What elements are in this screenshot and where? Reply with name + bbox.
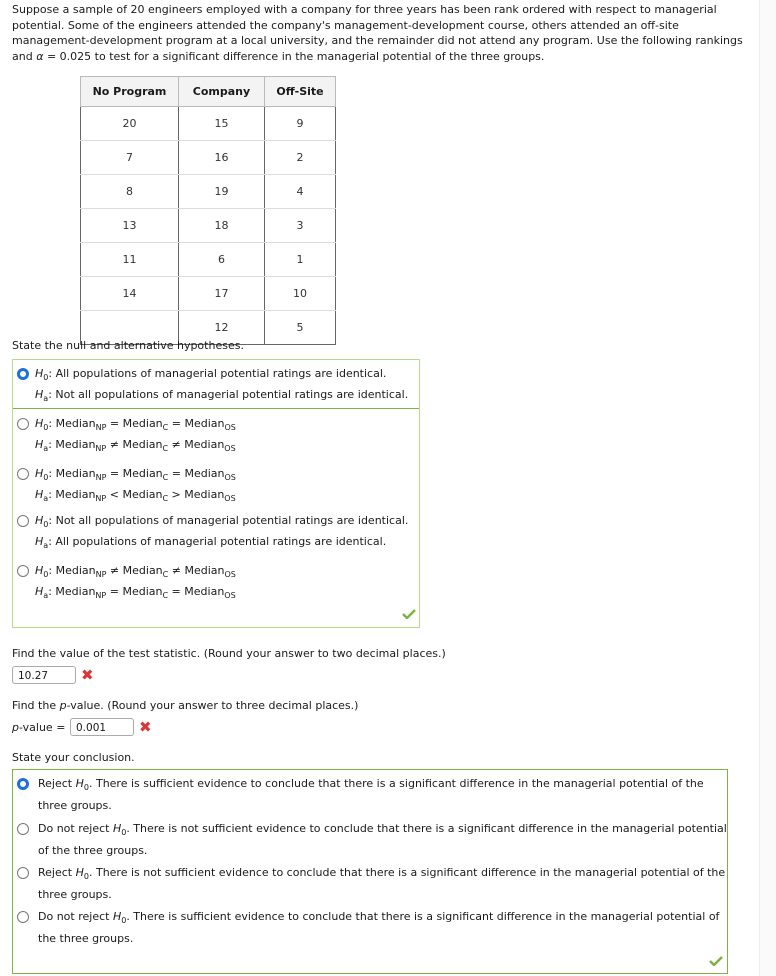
sub-a: a [43, 591, 49, 600]
table-header-row [81, 77, 336, 107]
table-row [81, 107, 336, 141]
option-text: Do not reject [38, 910, 113, 923]
sub-np: NP [95, 591, 107, 600]
op: = [168, 585, 185, 598]
sub-c: C [162, 444, 169, 453]
conclusion-option-3[interactable] [38, 862, 728, 905]
op: ≠ [168, 564, 185, 577]
op: > [168, 488, 185, 501]
op: = [106, 417, 123, 430]
conclusion-option-4-radio[interactable] [17, 911, 29, 923]
option-text: . There is sufficient evidence to conclude that there is a significant difference in the managerial potential of the three groups. [38, 777, 704, 812]
table-cell: 16 [179, 141, 265, 175]
sub-zero: 0 [83, 872, 89, 881]
op: < [106, 488, 123, 501]
table-row [81, 141, 336, 175]
problem-statement [12, 2, 752, 64]
median: Median [184, 585, 225, 598]
table-cell: 1 [265, 243, 336, 277]
sub-os: OS [224, 570, 236, 579]
table-cell: 7 [81, 141, 179, 175]
sub-a: a [43, 394, 49, 403]
intro-text-end: = 0.025 to test for a significant difference in the managerial potential of the three groups. [43, 49, 545, 63]
sub-np: NP [95, 423, 107, 432]
sub-np: NP [95, 570, 107, 579]
table-cell: 19 [179, 175, 265, 209]
table-cell: 20 [81, 107, 179, 141]
h-symbol: H [35, 438, 44, 451]
x-mark-icon: ✖ [139, 718, 152, 736]
table-row [81, 209, 336, 243]
colon: : [48, 514, 53, 527]
sub-np: NP [95, 444, 107, 453]
conclusion-option-2[interactable] [38, 818, 728, 861]
colon: : [48, 417, 53, 430]
sub-zero: 0 [43, 473, 49, 482]
median: Median [184, 417, 225, 430]
p-symbol: p [59, 699, 67, 712]
conclusion-prompt: State your conclusion. [12, 751, 135, 764]
op: ≠ [106, 564, 123, 577]
median: Median [55, 585, 96, 598]
option-text: Do not reject [38, 822, 113, 835]
table-cell: 13 [81, 209, 179, 243]
sub-a: a [43, 444, 49, 453]
median: Median [184, 488, 225, 501]
option-text: Not all populations of managerial potential ratings are identical. [52, 514, 409, 527]
conclusion-option-1[interactable] [38, 773, 728, 816]
colon: : [48, 388, 52, 401]
op: ≠ [168, 438, 185, 451]
median: Median [55, 564, 96, 577]
conclusion-option-1-radio[interactable] [17, 778, 29, 790]
test-statistic-prompt: Find the value of the test statistic. (Round your answer to two decimal places.) [12, 647, 446, 660]
option-text: Reject [38, 866, 76, 879]
sub-zero: 0 [121, 828, 127, 837]
scrollbar-track[interactable] [759, 0, 776, 976]
conclusion-option-2-radio[interactable] [17, 823, 29, 835]
p-value-label [12, 721, 65, 734]
sub-c: C [162, 570, 169, 579]
median: Median [122, 585, 163, 598]
median: Median [55, 467, 96, 480]
option-text: . There is sufficient evidence to conclude that there is a significant difference in the managerial potential of the three groups. [38, 910, 720, 945]
sub-c: C [162, 423, 169, 432]
h-symbol: H [35, 467, 44, 480]
median: Median [55, 438, 96, 451]
test-statistic-input[interactable]: 10.27 [12, 666, 76, 684]
h-symbol: H [35, 514, 44, 527]
conclusion-option-4[interactable] [38, 906, 728, 949]
op: = [168, 467, 185, 480]
table-cell: 14 [81, 277, 179, 311]
colon: : [48, 438, 52, 451]
option-text: All populations of managerial potential ratings are identical. [51, 535, 387, 548]
sub-zero: 0 [43, 570, 49, 579]
colon: : [48, 367, 53, 380]
p-symbol: p [12, 721, 19, 734]
op: ≠ [106, 438, 123, 451]
op: = [106, 467, 123, 480]
h-symbol: H [35, 564, 44, 577]
alpha-symbol: α [36, 49, 44, 63]
sub-zero: 0 [43, 423, 49, 432]
h-symbol: H [35, 585, 44, 598]
h-symbol: H [35, 535, 44, 548]
checkmark-icon [709, 956, 723, 966]
sub-c: C [162, 473, 169, 482]
col-header-no-program: No Program [81, 77, 179, 107]
table-cell: 6 [179, 243, 265, 277]
option-text: Reject [38, 777, 76, 790]
col-header-company: Company [179, 77, 265, 107]
median: Median [55, 417, 96, 430]
sub-a: a [43, 494, 49, 503]
colon: : [48, 585, 52, 598]
conclusion-option-3-radio[interactable] [17, 867, 29, 879]
h-symbol: H [35, 388, 44, 401]
sub-c: C [162, 494, 169, 503]
prompt-text: -value. (Round your answer to three decimal places.) [66, 699, 359, 712]
table-cell: 4 [265, 175, 336, 209]
sub-zero: 0 [83, 783, 89, 792]
sub-os: OS [224, 591, 236, 600]
h-symbol: H [35, 417, 44, 430]
median: Median [184, 438, 225, 451]
colon: : [48, 488, 52, 501]
h-symbol: H [75, 777, 84, 790]
table-cell: 2 [265, 141, 336, 175]
x-mark-icon: ✖ [81, 666, 94, 684]
checkmark-icon [402, 609, 416, 619]
p-value-input[interactable]: 0.001 [70, 718, 134, 736]
sub-np: NP [95, 473, 107, 482]
median: Median [122, 438, 163, 451]
h-symbol: H [112, 822, 122, 835]
colon: : [48, 564, 53, 577]
median: Median [55, 488, 96, 501]
option-text: All populations of managerial potential ratings are identical. [52, 367, 387, 380]
median: Median [122, 564, 163, 577]
intro-text: Suppose a sample of 20 engineers employed with a company for three years has been rank ordered with respect to managerial potential. Some of the engineers attended the company's management-development course, others attended an off-site management-development program at a local university, and the remainder did not attend any program. Use the following rankings and [12, 3, 743, 63]
median: Median [184, 564, 225, 577]
option-text: . There is not sufficient evidence to conclude that there is a significant difference in the managerial potential of the three groups. [38, 822, 727, 857]
median: Median [122, 417, 163, 430]
table-cell: 10 [265, 277, 336, 311]
h-symbol: H [35, 488, 44, 501]
table-cell: 5 [265, 311, 336, 345]
label-text: -value = [18, 721, 66, 734]
sub-os: OS [224, 494, 236, 503]
hypotheses-prompt: State the null and alternative hypotheses. [12, 339, 244, 352]
option-text: Not all populations of managerial potential ratings are identical. [51, 388, 409, 401]
table-cell: 3 [265, 209, 336, 243]
median: Median [122, 488, 163, 501]
option-text: . There is not sufficient evidence to conclude that there is a significant difference in the managerial potential of the three groups. [38, 866, 726, 901]
col-header-off-site: Off-Site [265, 77, 336, 107]
table-cell: 11 [81, 243, 179, 277]
table-cell: 15 [179, 107, 265, 141]
op: = [168, 417, 185, 430]
sub-zero: 0 [121, 916, 127, 925]
sub-os: OS [224, 423, 236, 432]
median: Median [122, 467, 163, 480]
median: Median [184, 467, 225, 480]
h-symbol: H [112, 910, 122, 923]
table-cell: 9 [265, 107, 336, 141]
sub-np: NP [95, 494, 107, 503]
table-row [81, 277, 336, 311]
colon: : [48, 535, 52, 548]
h-symbol: H [35, 367, 44, 380]
sub-os: OS [224, 473, 236, 482]
table-row [81, 243, 336, 277]
sub-zero: 0 [43, 520, 49, 529]
table-row [81, 175, 336, 209]
hypotheses-group-frame [12, 359, 420, 628]
table-cell: 18 [179, 209, 265, 243]
prompt-text: Find the [12, 699, 60, 712]
sub-zero: 0 [43, 373, 49, 382]
colon: : [48, 467, 53, 480]
p-value-prompt [12, 699, 358, 712]
sub-os: OS [224, 444, 236, 453]
sub-a: a [43, 541, 49, 550]
sub-c: C [162, 591, 169, 600]
h-symbol: H [75, 866, 84, 879]
table-cell: 12 [179, 311, 265, 345]
table-cell: 8 [81, 175, 179, 209]
op: = [106, 585, 123, 598]
rankings-table [80, 76, 336, 345]
table-cell: 17 [179, 277, 265, 311]
